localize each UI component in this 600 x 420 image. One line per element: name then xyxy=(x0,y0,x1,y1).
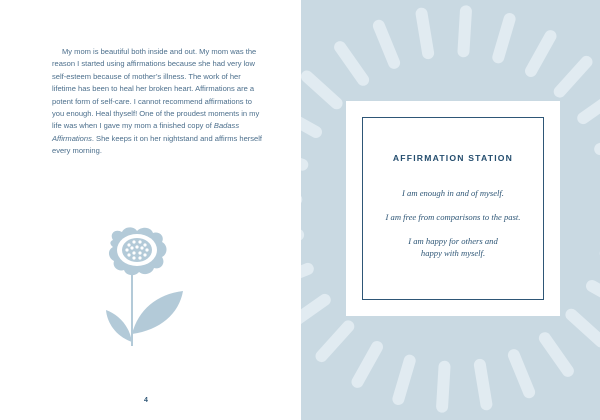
flower-illustration xyxy=(105,226,185,350)
sunburst-ray xyxy=(301,153,302,164)
sunburst-ray xyxy=(480,365,487,404)
sunburst-ray xyxy=(301,269,308,284)
leaf-left xyxy=(106,310,132,342)
affirmation-2: I am free from comparisons to the past. xyxy=(385,212,521,222)
sunburst-ray xyxy=(571,315,600,342)
paragraph-text: My mom is beautiful both inside and out. My mom was the reason I started using affirmations because she had very low self-esteem because of mother’s illness. The work of her lifetime has been to heal her broken heart. Affirmations are a potent form of self-care. I cannot recommend affirmations to you enough. Heal thyself! One of the proudest moments in my life was when I gave my mom a finished copy of xyxy=(52,47,260,131)
affirmation-1: I am enough in and of myself. xyxy=(402,188,504,198)
sunburst-ray xyxy=(498,19,509,57)
sunburst-ray xyxy=(358,347,378,382)
sunburst-ray xyxy=(322,326,349,356)
sunburst-ray xyxy=(514,355,529,392)
sunburst-ray xyxy=(340,47,363,80)
leaf-right xyxy=(132,291,183,334)
affirmation-card xyxy=(346,101,560,316)
sunburst-ray xyxy=(422,14,429,53)
paragraph-text-end: . She keeps it on her nightstand and affirms herself every morning. xyxy=(52,133,263,156)
sunburst-ray xyxy=(583,95,600,118)
flower-stem xyxy=(131,272,133,346)
sunburst-ray xyxy=(464,11,466,51)
page-number: 4 xyxy=(144,397,148,404)
sunburst-ray xyxy=(545,338,568,371)
sunburst-ray xyxy=(301,113,316,133)
body-paragraph xyxy=(52,46,264,158)
card-border xyxy=(362,117,544,300)
book-title: Badass Affirmations xyxy=(52,121,240,143)
affirmation-3: I am happy for others and happy with myself. xyxy=(408,236,498,259)
sunburst-ray xyxy=(560,62,587,92)
card-title: AFFIRMATION STATION xyxy=(392,153,514,163)
sunburst-ray xyxy=(592,286,600,306)
sunburst-ray xyxy=(379,26,394,63)
sunburst-ray xyxy=(531,36,551,71)
sunburst-ray xyxy=(442,367,444,407)
sunburst-ray xyxy=(307,77,337,104)
sunburst-ray xyxy=(301,300,325,323)
sunburst-ray xyxy=(398,361,409,399)
